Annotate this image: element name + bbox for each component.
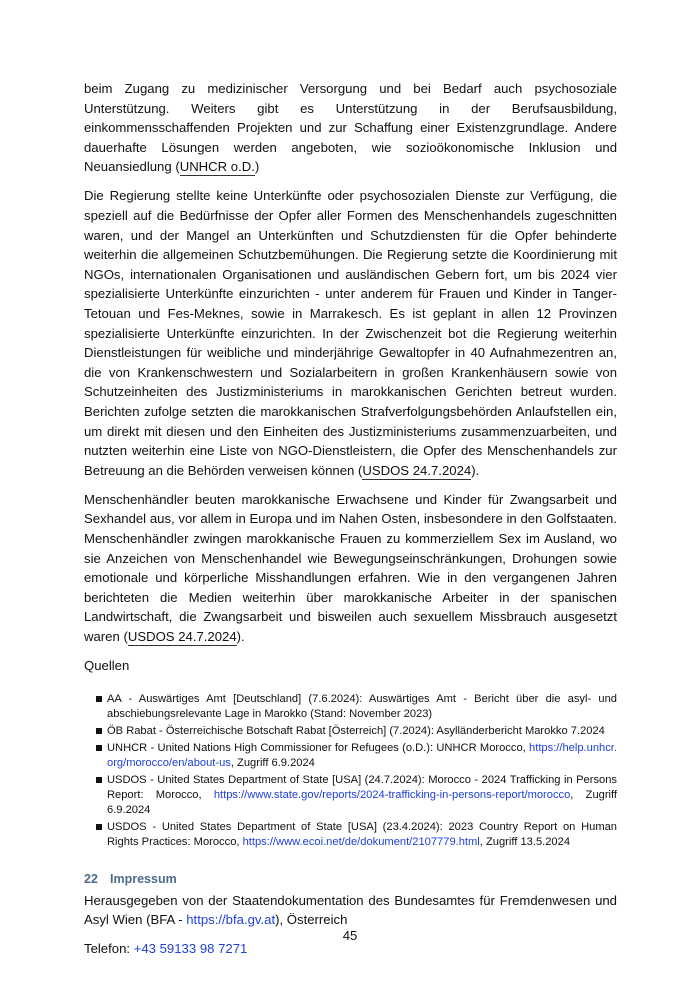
paragraph-unhcr-support: beim Zugang zu medizinischer Versorgung und bei Bedarf auch psychosoziale Unterstützung. Weiters gibt es Unterstützung in der Berufsausbildung, einkommensschaffenden Projekten und zur Schaffung einer Existenzgrundlage. Andere dauerhafte Lösungen werden angeboten, wie sozioökonomische Inklusion und Neuansiedlung (UNHCR o.D.): [84, 81, 617, 175]
impressum-phone: Telefon: +43 59133 98 7271: [84, 941, 248, 957]
section-number: 22: [84, 871, 98, 886]
bullet-icon: [96, 824, 102, 830]
section-title: Impressum: [110, 871, 177, 886]
impressum-heading: [84, 871, 617, 887]
source-item: USDOS - United States Department of State [USA] (23.4.2024): 2023 Country Report on Human Rights Practices: Morocco, https://www.ecoi.net/de/dokument/2107779.html, Zugriff 13.5.2024: [96, 820, 617, 850]
source-item: UNHCR - United Nations High Commissioner for Refugees (o.D.): UNHCR Morocco, https://help.unhcr.org/morocco/en/about-us, Zugriff 6.9.2024: [96, 741, 617, 771]
sources-list: [84, 692, 617, 850]
bullet-icon: [96, 745, 102, 751]
citation-link[interactable]: UNHCR o.D.: [179, 159, 255, 175]
source-link[interactable]: https://help.unhcr.org/morocco/en/about-us: [107, 741, 617, 769]
sources-heading: Quellen: [84, 658, 130, 674]
paragraph-traffickers: Menschenhändler beuten marokkanische Erwachsene und Kinder für Zwangsarbeit und Sexhandel aus, vor allem in Europa und im Nahen Osten, insbesondere in den Golfstaaten. Menschenhändler zwingen marokkanische Frauen zu kommerziellem Sex im Ausland, wo sie Anzeichen von Menschenhandel wie Bewegungseinschränkungen, Drohungen sowie emotionale und körperliche Misshandlungen erfahren. Wie in den vergangenen Jahren berichteten die Medien weiterhin über marokkanische Arbeiter in der spanischen Landwirtschaft, die Zwangsarbeit und bisweilen auch sexuellem Missbrauch ausgesetzt waren (USDOS 24.7.2024).: [84, 491, 617, 645]
impressum-text: Herausgegeben von der Staatendokumentation des Bundesamtes für Fremdenwesen und Asyl Wien (BFA - https://bfa.gv.at), Österreich: [84, 892, 617, 928]
bullet-icon: [96, 728, 102, 734]
source-link[interactable]: https://www.state.gov/reports/2024-trafficking-in-persons-report/morocco: [213, 788, 571, 801]
page-number: 45: [342, 928, 358, 943]
source-item: ÖB Rabat - Österreichische Botschaft Rabat [Österreich] (7.2024): Asylländerbericht Marokko 7.2024: [96, 724, 617, 739]
source-link[interactable]: https://www.ecoi.net/de/dokument/2107779.html: [242, 835, 480, 848]
source-item: AA - Auswärtiges Amt [Deutschland] (7.6.2024): Auswärtiges Amt - Bericht über die asyl- und abschiebungsrelevante Lage in Marokko (Stand: November 2023): [96, 692, 617, 722]
paragraph-shelters: Die Regierung stellte keine Unterkünfte oder psychosozialen Dienste zur Verfügung, die speziell auf die Bedürfnisse der Opfer aller Formen des Menschenhandels zugeschnitten waren, und der Mangel an Unterkünften und Schutzdiensten für die Opfer behinderte weiterhin die allgemeinen Schutzbemühungen. Die Regierung setzte die Koordinierung mit NGOs, internationalen Organisationen und ausländischen Gebern fort, um bis 2024 vier spezialisierte Unterkünfte einzurichten - unter anderem für Frauen und Kinder in Tanger-Tetouan und Fes-Meknes, sowie in Marrakesch. Es ist geplant in allen 12 Provinzen spezialisierte Unterkünfte einzurichten. In der Zwischenzeit bot die Regierung weiterhin Dienstleistungen für weibliche und minderjährige Gewaltopfer in 40 Aufnahmezentren an, die von Krankenschwestern und Sozialarbeitern in großen Krankenhäusern sowie von Schutzeinheiten des Justizministeriums in marokkanischen Gerichten betreut wurden. Berichten zufolge setzten die marokkanischen Strafverfolgungsbehörden Anlaufstellen ein, um direkt mit diesen und den Einheiten des Justizministeriums zusammenzuarbeiten, und nutzten weiterhin eine Liste von NGO-Dienstleistern, die Opfer des Menschenhandels zur Betreuung an die Behörden verweisen können (USDOS 24.7.2024).: [84, 188, 617, 478]
source-item: USDOS - United States Department of State [USA] (24.7.2024): Morocco - 2024 Trafficking in Persons Report: Morocco, https://www.state.gov/reports/2024-trafficking-in-persons-report/morocco, Zugriff 6.9.2024: [96, 773, 617, 818]
bfa-link[interactable]: https://bfa.gv.at: [186, 912, 276, 928]
citation-link[interactable]: USDOS 24.7.2024: [362, 462, 472, 478]
bullet-icon: [96, 777, 102, 783]
bullet-icon: [96, 696, 102, 702]
citation-link[interactable]: USDOS 24.7.2024: [127, 629, 237, 645]
phone-link[interactable]: +43 59133 98 7271: [133, 941, 248, 957]
page-content: [84, 79, 617, 969]
